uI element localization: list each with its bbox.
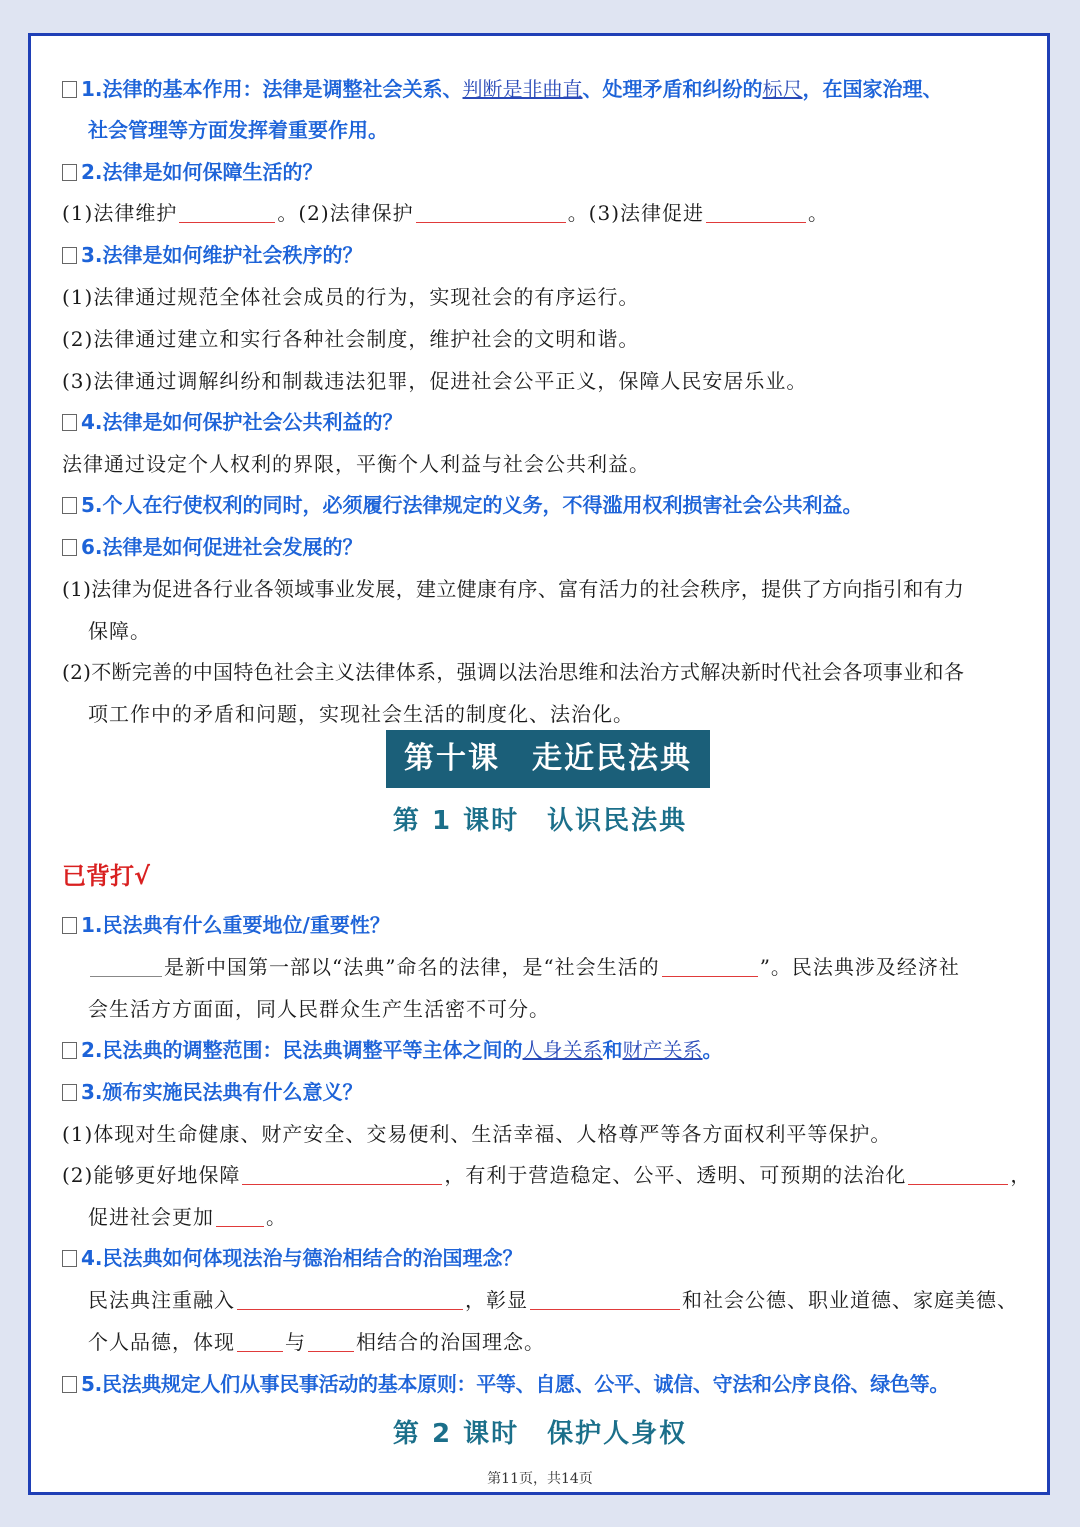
q6-title-row — [62, 532, 1020, 562]
checkbox[interactable] — [62, 539, 77, 556]
l-q2-text: 2.民法典的调整范围：民法典调整平等主体之间的 — [81, 1038, 523, 1062]
checkbox[interactable] — [62, 917, 77, 934]
q2-part3: 。(3)法律促进 — [567, 201, 705, 225]
l-q2-row — [62, 1035, 1020, 1065]
q4-title-row — [62, 407, 1020, 437]
checkbox[interactable] — [62, 1376, 77, 1393]
q6-answer-2: (2)不断完善的中国特色社会主义法律体系，强调以法治思维和法治方式解决新时代社会各项事业和各 — [62, 660, 965, 684]
checkbox[interactable] — [62, 247, 77, 264]
l-q2-text-mid: 和 — [602, 1038, 623, 1062]
q6-answer-2b: 项工作中的矛盾和问题，实现社会生活的制度化、法治化。 — [88, 702, 634, 726]
l-q2-underlined-2: 财产关系 — [622, 1038, 703, 1062]
l-q1-text-1: 是新中国第一部以“法典”命名的法律，是“社会生活的 — [164, 955, 660, 979]
q4-title: 4.法律是如何保护社会公共利益的？ — [81, 410, 403, 434]
q3-answer-2: (2)法律通过建立和实行各种社会制度，维护社会的文明和谐。 — [62, 327, 640, 351]
checkbox[interactable] — [62, 164, 77, 181]
l-q3-answer-1: (1)体现对生命健康、财产安全、交易便利、生活幸福、人格尊严等各方面权利平等保护。 — [62, 1122, 892, 1146]
q6-title: 6.法律是如何促进社会发展的？ — [81, 535, 363, 559]
q5-row — [62, 490, 1020, 520]
q6-answer-1b: 保障。 — [88, 619, 151, 643]
l-q1-title-row — [62, 910, 1020, 940]
checkbox[interactable] — [62, 1042, 77, 1059]
l-q2-underlined-1: 人身关系 — [522, 1038, 603, 1062]
l-q3-part-b: ，有利于营造稳定、公平、透明、可预期的法治化 — [444, 1163, 907, 1187]
checkbox[interactable] — [62, 497, 77, 514]
q1-line2: 社会管理等方面发挥着重要作用。 — [88, 118, 388, 142]
lesson-banner: 第十课 走近民法典 — [386, 730, 710, 788]
l-q4-title: 4.民法典如何体现法治与德治相结合的治国理念？ — [81, 1246, 523, 1270]
blank — [308, 1331, 354, 1352]
l-q2-suffix: 。 — [702, 1038, 723, 1062]
checkbox[interactable] — [62, 81, 77, 98]
blank — [416, 202, 566, 223]
l-q3-part-c: ， — [1010, 1163, 1032, 1187]
l-q3-part-d: 促进社会更加 — [88, 1205, 214, 1229]
l-q3-answer-2b — [88, 1202, 1020, 1232]
q2-part2: 。(2)法律保护 — [277, 201, 414, 225]
l-q4-text-5: 与 — [285, 1330, 306, 1354]
q6-answer-1: (1)法律为促进各行业各领域事业发展，建立健康有序、富有活力的社会秩序，提供了方向指引和有力 — [62, 577, 965, 601]
q2-title-row — [62, 157, 1020, 187]
done-label: 已背打√ — [62, 862, 151, 890]
l-q1-title: 1.民法典有什么重要地位/重要性？ — [81, 913, 390, 937]
blank — [237, 1289, 463, 1310]
l-q3-answer-2 — [62, 1160, 1032, 1190]
blank — [706, 202, 806, 223]
blank — [90, 956, 162, 977]
blank — [216, 1206, 264, 1227]
q1-text-mid: 、处理矛盾和纠纷的 — [582, 77, 763, 101]
l-q4-answer-2 — [88, 1327, 1020, 1357]
q2-answer — [62, 198, 1020, 228]
lesson-subtitle-2: 第 2 课时 保护人身权 — [392, 1419, 688, 1449]
checkbox[interactable] — [62, 1084, 77, 1101]
checkbox[interactable] — [62, 1250, 77, 1267]
l-q4-text-1: 民法典注重融入 — [88, 1288, 235, 1312]
l-q4-text-2: ，彰显 — [465, 1288, 528, 1312]
l-q4-title-row — [62, 1243, 1020, 1273]
l-q5-row — [62, 1369, 1020, 1399]
q1-underlined-2: 标尺 — [762, 77, 803, 101]
blank — [662, 956, 758, 977]
l-q4-text-6: 相结合的治国理念。 — [356, 1330, 545, 1354]
blank — [908, 1164, 1008, 1185]
l-q1-text-3: 会生活方方面面，同人民群众生产生活密不可分。 — [88, 997, 550, 1021]
l-q4-text-4: 个人品德，体现 — [88, 1330, 235, 1354]
q1-law-basic-role — [62, 74, 1020, 104]
blank — [242, 1164, 442, 1185]
blank — [179, 202, 275, 223]
page-footer: 第11页，共14页 — [487, 1471, 593, 1487]
blank — [237, 1331, 283, 1352]
blank — [530, 1289, 680, 1310]
l-q3-part-a: (2)能够更好地保障 — [62, 1163, 241, 1187]
q3-answer-3: (3)法律通过调解纠纷和制裁违法犯罪，促进社会公平正义，保障人民安居乐业。 — [62, 369, 808, 393]
q5-title: 5.个人在行使权利的同时，必须履行法律规定的义务，不得滥用权利损害社会公共利益。 — [81, 493, 863, 517]
l-q3-title: 3.颁布实施民法典有什么意义？ — [81, 1080, 363, 1104]
q1-underlined-1: 判断是非曲直 — [462, 77, 583, 101]
l-q1-text-2: ”。民法典涉及经济社 — [759, 955, 960, 979]
q3-title: 3.法律是如何维护社会秩序的？ — [81, 243, 363, 267]
q1-text: 1.法律的基本作用：法律是调整社会关系、 — [81, 77, 463, 101]
q2-part4: 。 — [808, 201, 830, 225]
q3-answer-1: (1)法律通过规范全体社会成员的行为，实现社会的有序运行。 — [62, 285, 640, 309]
q2-title: 2.法律是如何保障生活的？ — [81, 160, 323, 184]
l-q4-text-3: 和社会公德、职业道德、家庭美德、 — [682, 1288, 1018, 1312]
q2-part1: (1)法律维护 — [62, 201, 178, 225]
l-q3-part-e: 。 — [266, 1205, 287, 1229]
q3-title-row — [62, 240, 1020, 270]
checkbox[interactable] — [62, 414, 77, 431]
l-q5-title: 5.民法典规定人们从事民事活动的基本原则：平等、自愿、公平、诚信、守法和公序良俗、绿色等。 — [81, 1372, 950, 1396]
l-q3-title-row — [62, 1077, 1020, 1107]
l-q4-answer-1 — [88, 1285, 1020, 1315]
l-q1-answer — [88, 952, 1020, 982]
lesson-subtitle-1: 第 1 课时 认识民法典 — [392, 806, 688, 836]
q4-answer: 法律通过设定个人权利的界限，平衡个人利益与社会公共利益。 — [62, 452, 650, 476]
q1-text-suffix: ，在国家治理、 — [802, 77, 943, 101]
